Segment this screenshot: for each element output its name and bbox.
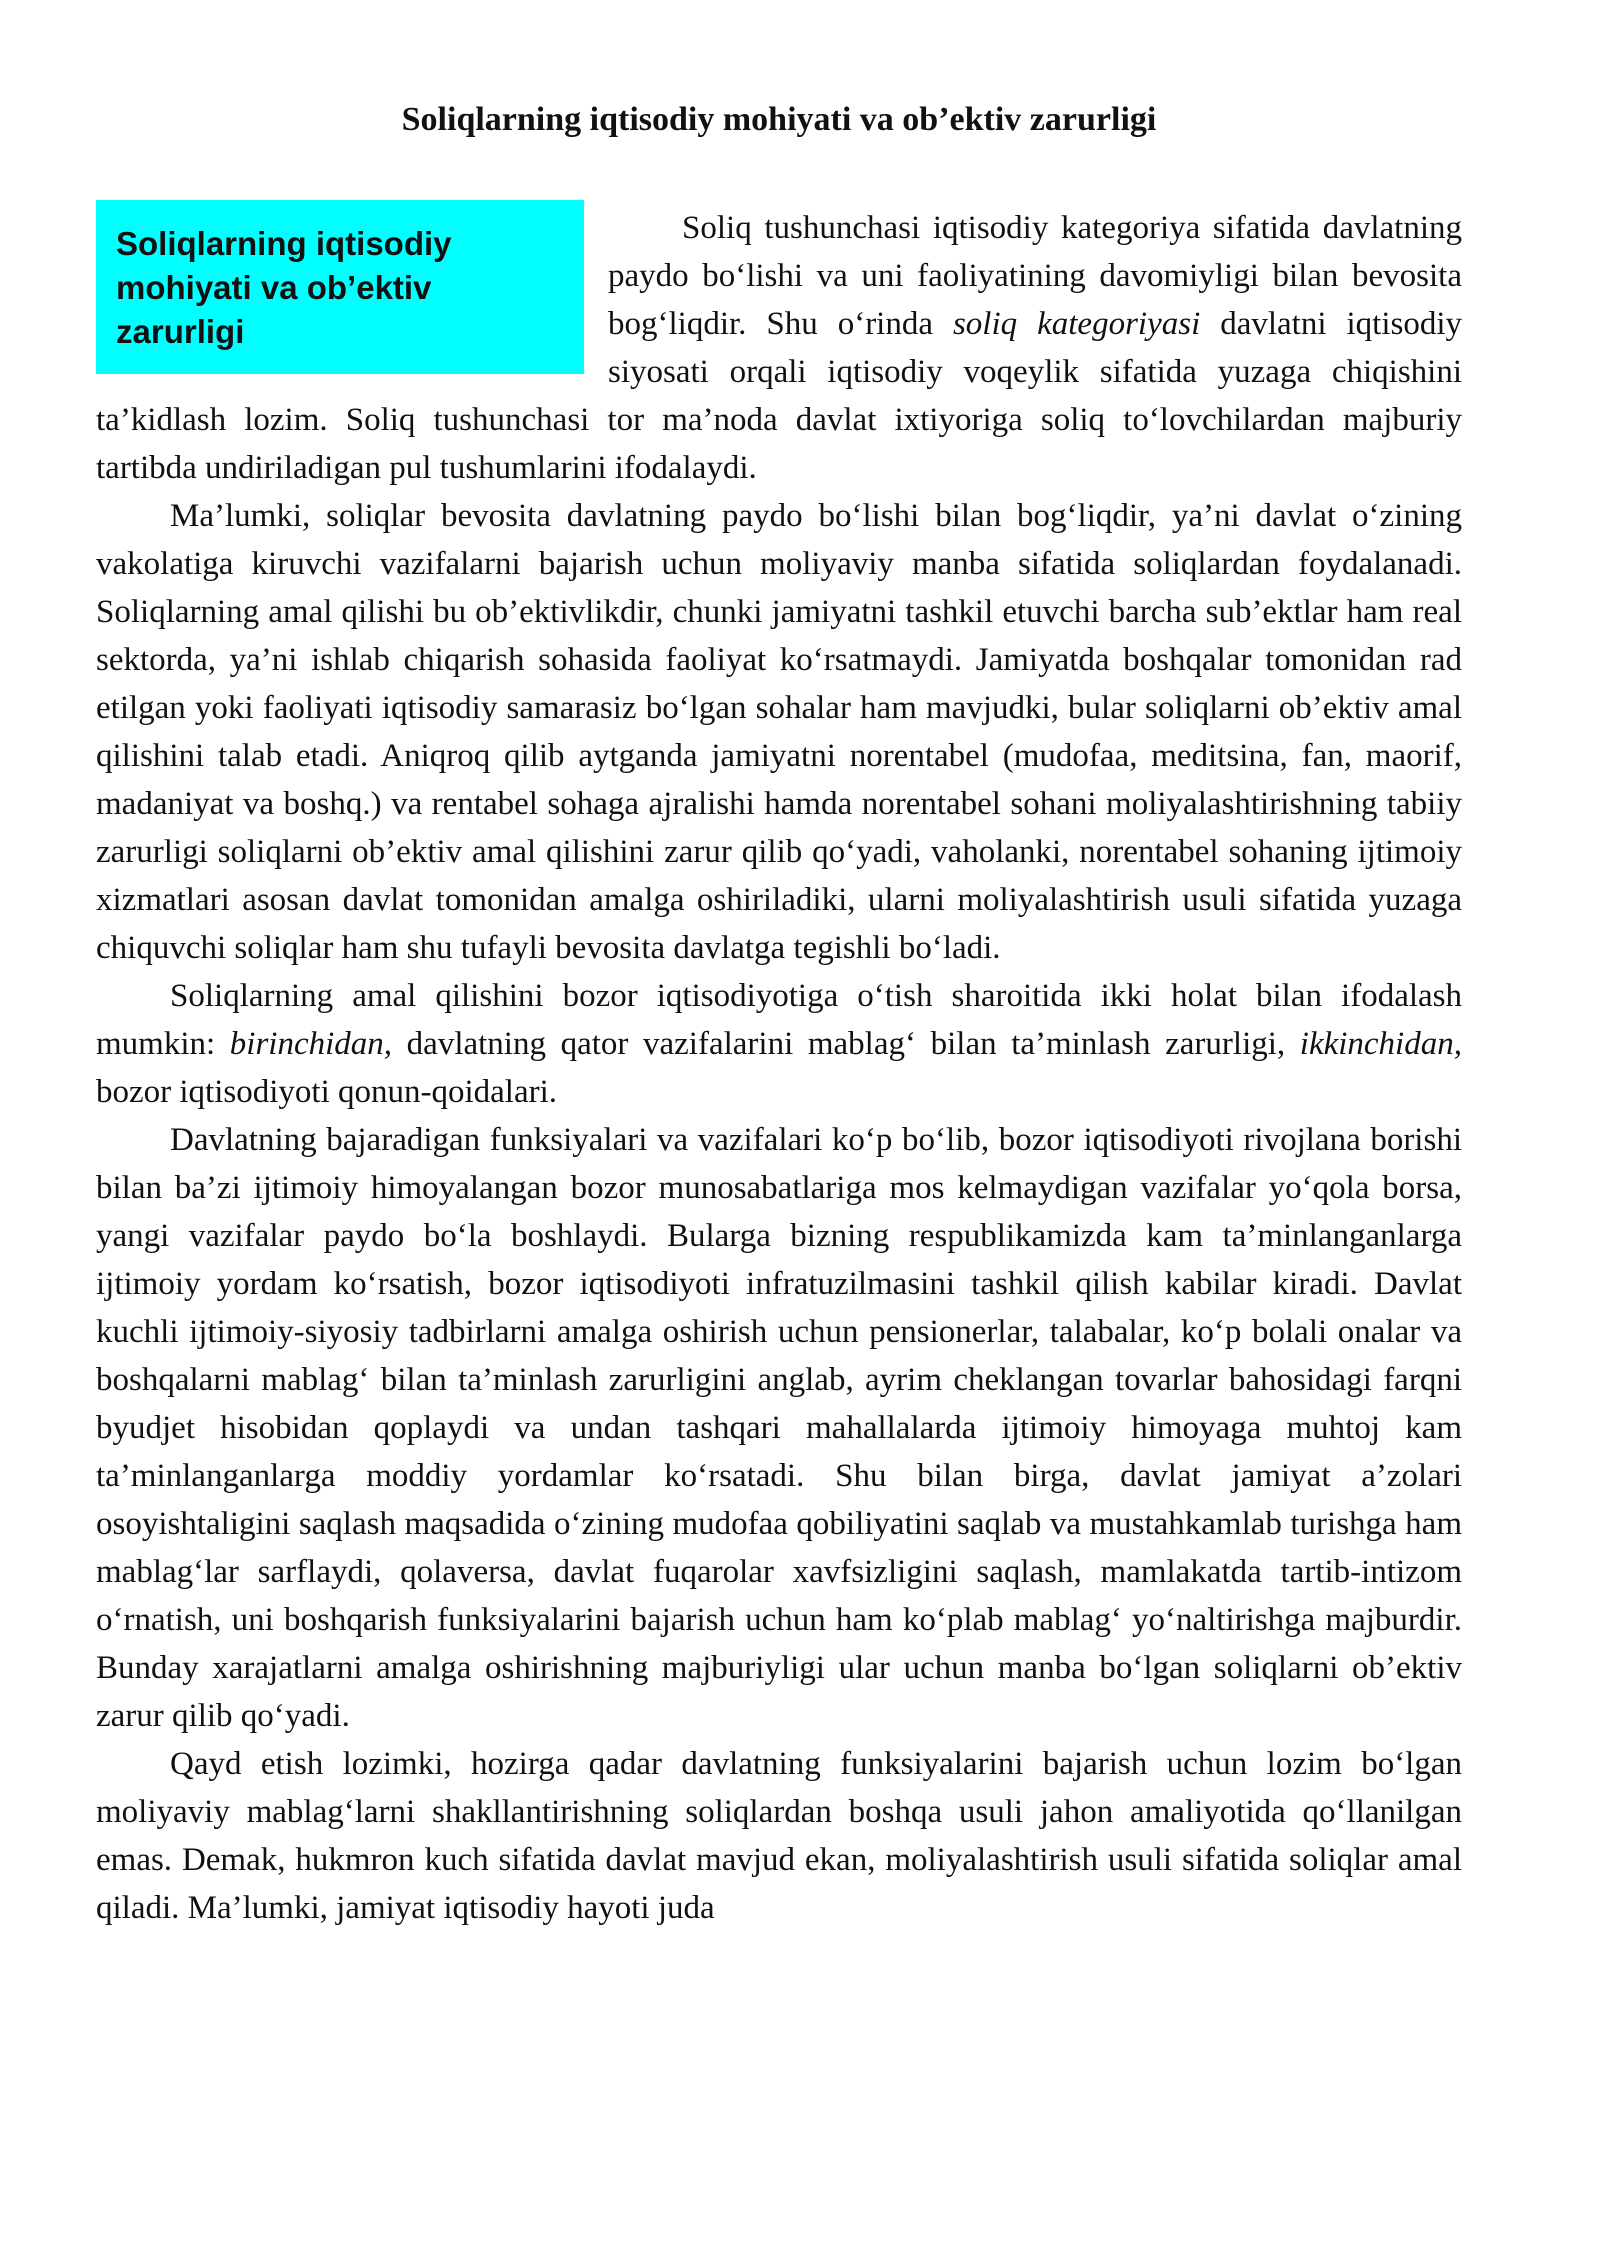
paragraph-5: Qayd etish lozimki, hozirga qadar davlatning funksiyalarini bajarish uchun lozim bo‘lgan moliyaviy mablag‘larni shakllantirishning soliqlardan boshqa usuli jahon amaliyotida qo‘llanilgan emas. Demak, hukmron kuch sifatida davlat mavjud ekan, moliyalashtirish usuli sifatida soliqlar amal qiladi. Ma’lumki, jamiyat iqtisodiy hayoti juda bbox=[96, 1746, 1462, 1926]
paragraph-3 bbox=[96, 972, 1462, 1116]
page-title: Soliqlarning iqtisodiy mohiyati va ob’ektiv zarurligi bbox=[401, 101, 1157, 138]
paragraph-3-italic-first: birinchidan, bbox=[229, 1026, 393, 1062]
section-title-box: Soliqlarning iqtisodiy mohiyati va ob’ektiv zarurligi bbox=[96, 200, 584, 374]
paragraph-3-text-c: bozor iqtisodiyoti qonun-qoidalari. bbox=[96, 1074, 558, 1110]
paragraph-3-text-b: davlatning qator vazifalarini mablag‘ bilan ta’minlash zarurligi, bbox=[392, 1026, 1300, 1062]
paragraph-1-italic-term: soliq kategoriyasi bbox=[952, 306, 1201, 342]
paragraph-2: Ma’lumki, soliqlar bevosita davlatning paydo bo‘lishi bilan bog‘liqdir, ya’ni davlat o‘zining vakolatiga kiruvchi vazifalarni bajarish uchun moliyaviy manba sifatida soliqlardan foydalanadi. Soliqlarning amal qilishi bu ob’ektivlikdir, chunki jamiyatni tashkil etuvchi barcha sub’ektlar ham real sektorda, ya’ni ishlab chiqarish sohasida faoliyat ko‘rsatmaydi. Jamiyatda boshqalar tomonidan rad etilgan yoki faoliyati iqtisodiy samarasiz bo‘lgan sohalar ham mavjudki, bular soliqlarni ob’ektiv amal qilishini talab etadi. Aniqroq qilib aytganda jamiyatni norentabel (mudofaa, meditsina, fan, maorif, madaniyat va boshq.) va rentabel sohaga ajralishi hamda norentabel sohani moliyalashtirishning tabiiy zarurligi soliqlarni ob’ektiv amal qilishini zarur qilib qo‘yadi, vaholanki, norentabel sohaning ijtimoiy xizmatlari asosan davlat tomonidan amalga oshiriladiki, ularni moliyalashtirish usuli sifatida yuzaga chiquvchi soliqlar ham shu tufayli bevosita davlatga tegishli bo‘ladi. bbox=[96, 498, 1462, 966]
paragraph-3-text-a: Soliqlarning amal qilishini bozor iqtisodiyotiga o‘tish sharoitida ikki holat bilan ifodalash mumkin: bbox=[96, 978, 1462, 1062]
document-body bbox=[96, 204, 1462, 1932]
paragraph-1-text-a: Soliq tushunchasi iqtisodiy kategoriya sifatida davlatning paydo bo‘lishi va uni faoliyatining davomiyligi bilan bevosita bog‘liqdir. Shu o‘rinda bbox=[608, 210, 1462, 342]
paragraph-4: Davlatning bajaradigan funksiyalari va vazifalari ko‘p bo‘lib, bozor iqtisodiyoti rivojlana borishi bilan ba’zi ijtimoiy himoyalangan bozor munosabatlariga mos kelmaydigan vazifalar yo‘qola borsa, yangi vazifalar paydo bo‘la boshlaydi. Bularga bizning respublikamizda kam ta’minlanganlarga ijtimoiy yordam ko‘rsatish, bozor iqtisodiyoti infratuzilmasini tashkil qilish kabilar kiradi. Davlat kuchli ijtimoiy-siyosiy tadbirlarni amalga oshirish uchun pensionerlar, talabalar, ko‘p bolali onalar va boshqalarni mablag‘ bilan ta’minlash zarurligini anglab, ayrim cheklangan tovarlar bahosidagi farqni byudjet hisobidan qoplaydi va undan tashqari mahallalarda ijtimoiy himoyaga muhtoj kam ta’minlanganlarga moddiy yordamlar ko‘rsatadi. Shu bilan birga, davlat jamiyat a’zolari osoyishtaligini saqlash maqsadida o‘zining mudofaa qobiliyatini saqlab va mustahkamlab turishga ham mablag‘lar sarflaydi, qolaversa, davlat fuqarolar xavfsizligini saqlash, mamlakatda tartib-intizom o‘rnatish, uni boshqarish funksiyalarini bajarish uchun ham ko‘plab mablag‘ yo‘naltirishga majburdir. Bunday xarajatlarni amalga oshirishning majburiyligi ular uchun manba bo‘lgan soliqlarni ob’ektiv zarur qilib qo‘yadi. bbox=[96, 1122, 1462, 1734]
document-page bbox=[96, 100, 1462, 1932]
paragraph-1-text-b: davlatni iqtisodiy siyosati orqali iqtisodiy voqeylik sifatida yuzaga chiqishini ta’kidlash lozim. Soliq tushunchasi tor ma’noda davlat ixtiyoriga soliq to‘lovchilardan majburiy tartibda undiriladigan pul tushumlarini ifodalaydi. bbox=[96, 306, 1462, 486]
paragraph-3-italic-second: ikkinchidan, bbox=[1299, 1026, 1462, 1062]
